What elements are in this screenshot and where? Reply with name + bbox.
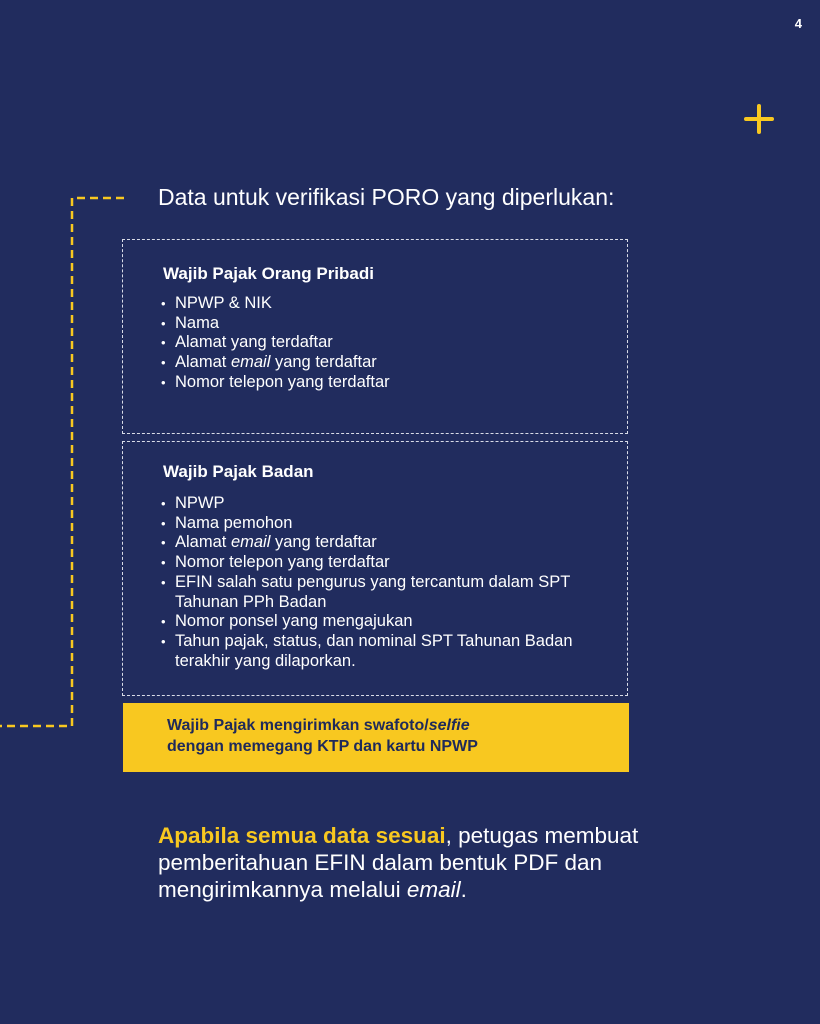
list-item: • Tahun pajak, status, dan nominal SPT Tahunan Badan terakhir yang dilaporkan. <box>161 632 601 671</box>
badan-title: Wajib Pajak Badan <box>163 462 314 481</box>
conclusion-highlight: Apabila semua data sesuai <box>158 823 446 848</box>
page-heading: Data untuk verifikasi PORO yang diperlukan: <box>158 184 615 210</box>
list-item: • Nomor ponsel yang mengajukan <box>161 612 601 632</box>
badan-list <box>161 494 601 671</box>
selfie-note-box <box>123 703 629 772</box>
selfie-note-line-2: dengan memegang KTP dan kartu NPWP <box>167 738 478 755</box>
list-item: • Alamat email yang terdaftar <box>161 353 601 373</box>
list-item: • EFIN salah satu pengurus yang tercantum dalam SPT Tahunan PPh Badan <box>161 573 601 612</box>
dashed-connector-line <box>0 196 130 730</box>
orang-pribadi-title: Wajib Pajak Orang Pribadi <box>163 264 374 283</box>
plus-icon <box>744 104 774 134</box>
selfie-note-line-1: Wajib Pajak mengirimkan swafoto/selfie <box>167 717 470 734</box>
orang-pribadi-box <box>122 239 628 434</box>
conclusion-paragraph: Apabila semua data sesuai, petugas membuat pemberitahuan EFIN dalam bentuk PDF dan mengirimkannya melalui email. <box>158 823 639 902</box>
badan-box <box>122 441 628 696</box>
list-item: • Nomor telepon yang terdaftar <box>161 553 601 573</box>
page-number: 4 <box>794 16 802 31</box>
list-item: • NPWP & NIK <box>161 294 601 314</box>
list-item: • Nomor telepon yang terdaftar <box>161 373 601 393</box>
orang-pribadi-list <box>161 294 601 393</box>
list-item: • Nama <box>161 314 601 334</box>
list-item: • Alamat yang terdaftar <box>161 333 601 353</box>
list-item: • Nama pemohon <box>161 514 601 534</box>
list-item: • NPWP <box>161 494 601 514</box>
list-item: • Alamat email yang terdaftar <box>161 533 601 553</box>
